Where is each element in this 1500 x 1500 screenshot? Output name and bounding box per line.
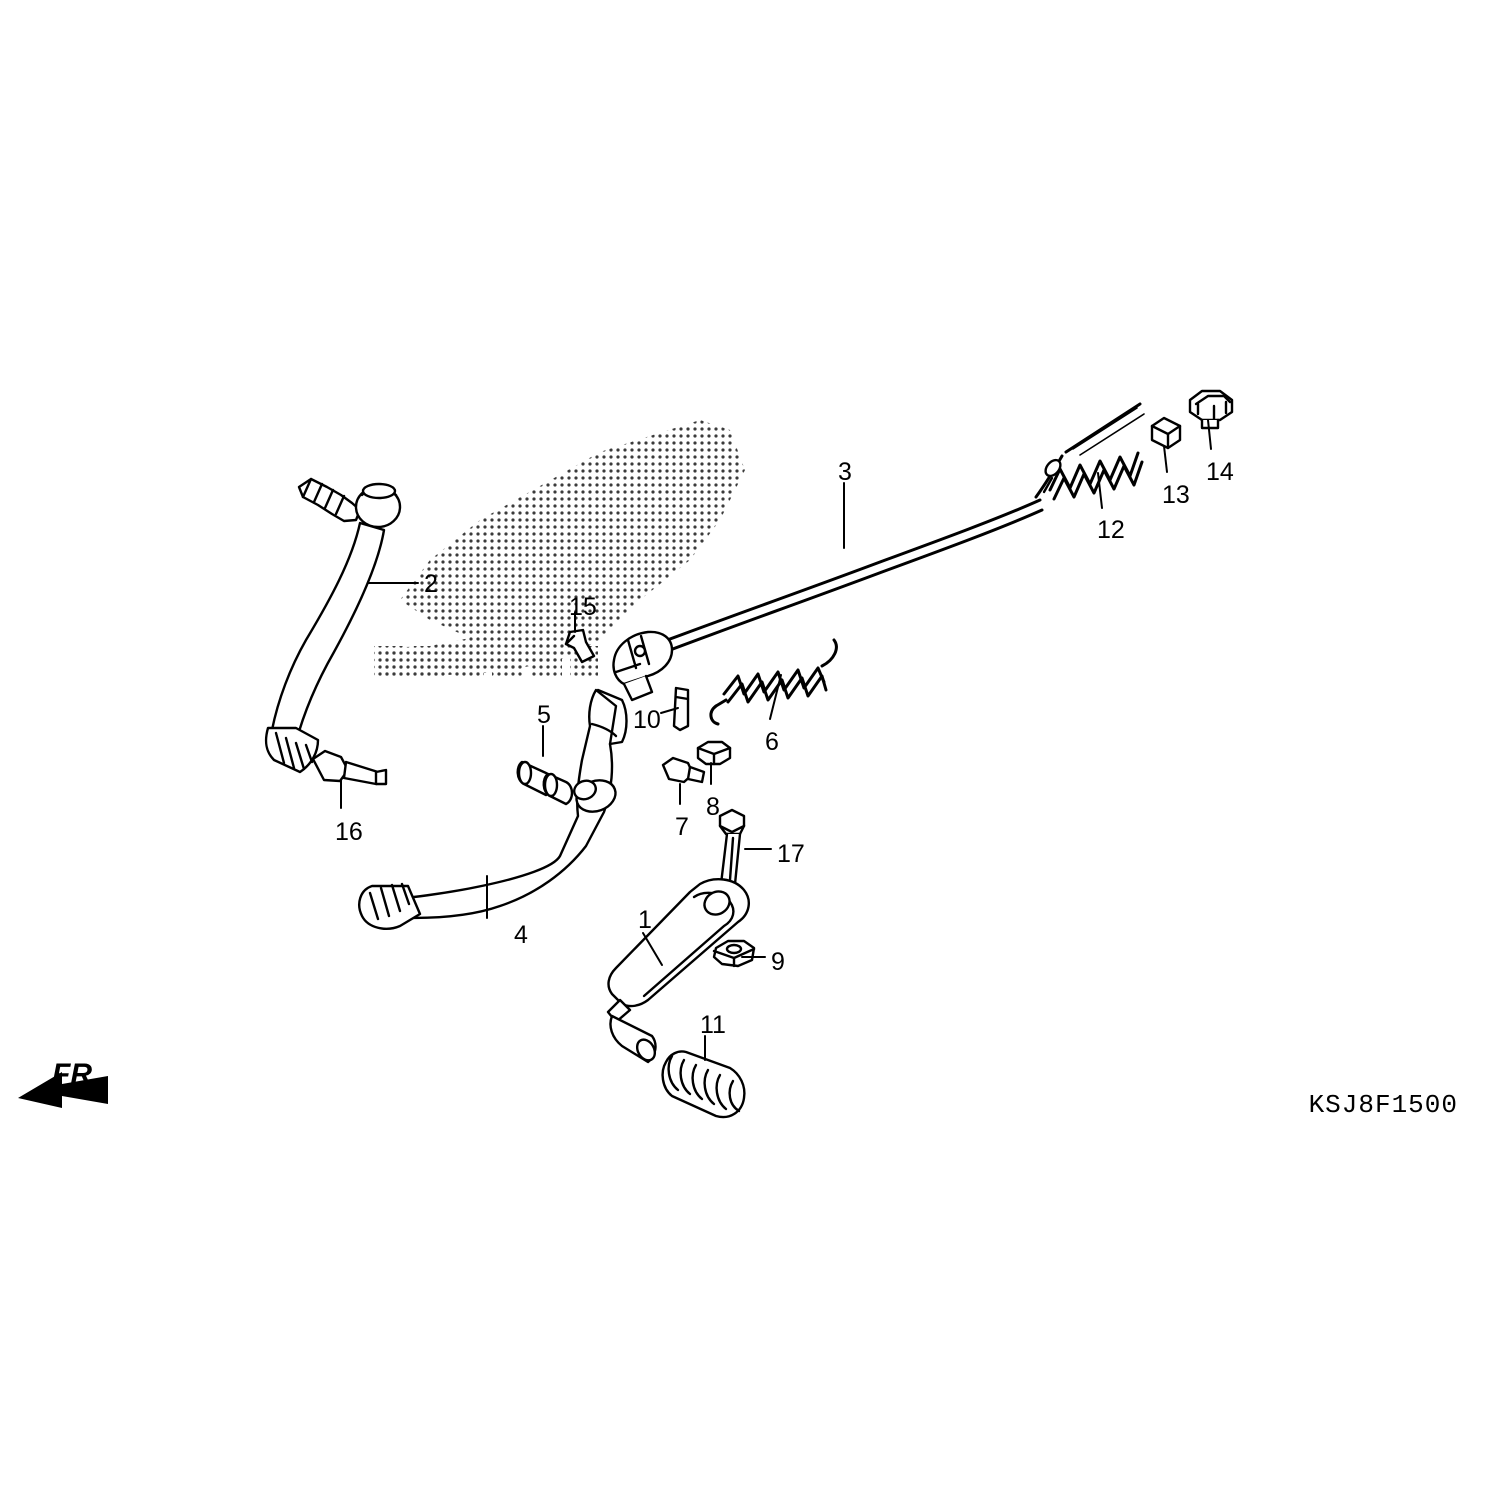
callout-number-10: 10: [633, 706, 661, 734]
part-6-stand-spring: [711, 640, 836, 724]
callout-number-8: 8: [706, 793, 720, 821]
leader-line-13: [1164, 446, 1167, 472]
front-direction-label: FR.: [52, 1058, 101, 1091]
callout-number-3: 3: [838, 458, 852, 486]
part-2-gearshift-pedal: [266, 479, 400, 772]
callout-number-2: 2: [424, 570, 438, 598]
callout-number-14: 14: [1206, 458, 1234, 486]
part-16-bolt: [313, 751, 386, 784]
diagram-code-label: KSJ8F1500: [1308, 1090, 1458, 1120]
part-8-nut: [698, 742, 730, 764]
part-9-nut: [714, 941, 754, 966]
callout-number-1: 1: [638, 906, 652, 934]
part-11-rubber: [663, 1051, 745, 1117]
part-14-nut: [1190, 391, 1232, 428]
callout-number-12: 12: [1097, 516, 1125, 544]
shifter-bracket: [613, 632, 672, 700]
part-5-bushing: [518, 762, 572, 804]
callout-number-11: 11: [700, 1011, 726, 1039]
callout-number-16: 16: [335, 818, 363, 846]
callout-number-6: 6: [765, 728, 779, 756]
honda-watermark: [360, 400, 780, 700]
callout-number-13: 13: [1162, 481, 1190, 509]
callout-number-7: 7: [675, 813, 689, 841]
callout-number-5: 5: [537, 701, 551, 729]
part-4-brake-pedal: [359, 690, 626, 929]
part-17-bolt: [720, 810, 744, 884]
part-13-collar: [1152, 418, 1180, 448]
callout-number-9: 9: [771, 948, 785, 976]
callout-number-17: 17: [777, 840, 805, 868]
callout-number-4: 4: [514, 921, 528, 949]
part-7-bolt: [663, 758, 704, 782]
part-1-side-stand: [608, 879, 749, 1063]
callout-number-15: 15: [569, 593, 597, 621]
